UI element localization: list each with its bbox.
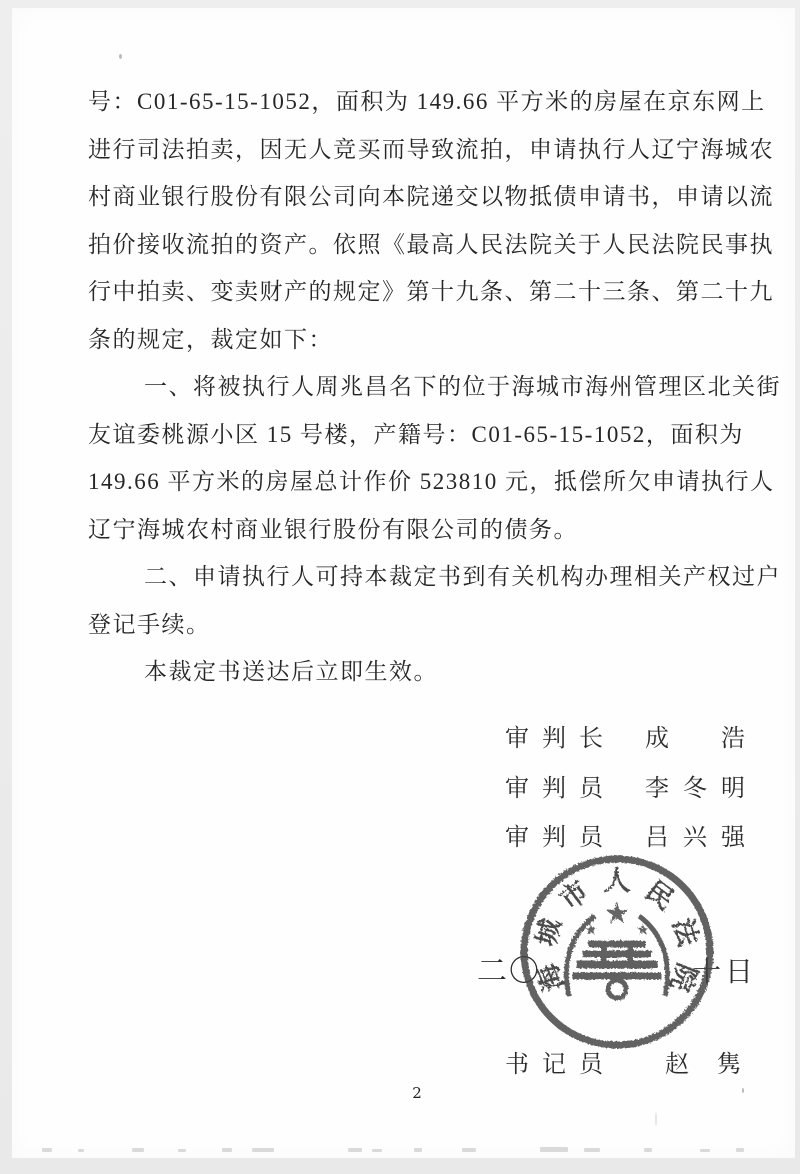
seal-character: 海 xyxy=(531,959,570,996)
body-text xyxy=(88,78,781,696)
text-line: 149.66 平方米的房屋总计作价 523810 元，抵偿所欠申请执行人 xyxy=(88,469,775,494)
name-character: 兴 xyxy=(683,825,707,851)
text-line: 村商业银行股份有限公司向本院递交以物抵债申请书，申请以流 xyxy=(88,184,774,209)
judge-role: 审判员 xyxy=(505,775,616,802)
seal-character: 城 xyxy=(530,915,567,950)
judge-role: 审判长 xyxy=(505,726,616,752)
judge-signature-row xyxy=(505,718,745,768)
date-line xyxy=(0,946,800,986)
text-line: 二、申请执行人可持本裁定书到有关机构办理相关产权过户 xyxy=(144,564,781,589)
page-number: 2 xyxy=(412,1084,422,1102)
name-character: 李 xyxy=(645,775,669,802)
text-line: 一、将被执行人周兆昌名下的位于海城市海州管理区北关街 xyxy=(144,374,781,399)
name-character: 浩 xyxy=(721,726,745,752)
judge-signature-row xyxy=(505,817,745,867)
text-line: 登记手续。 xyxy=(88,611,211,637)
name-character: 成 xyxy=(645,726,669,752)
text-line: 进行司法拍卖，因无人竞买而导致流拍，申请执行人辽宁海城农 xyxy=(88,136,774,162)
text-line: 条的规定，裁定如下： xyxy=(88,326,333,352)
date-visible-right: 十日 xyxy=(693,957,758,988)
clerk-name xyxy=(665,1044,741,1079)
svg-text:★: ★ xyxy=(605,899,629,928)
name-character: 吕 xyxy=(645,825,669,851)
text-line: 行中拍卖、变卖财产的规定》第十九条、第二十三条、第二十九 xyxy=(88,279,774,304)
judge-role: 审判员 xyxy=(505,825,616,851)
svg-text:★: ★ xyxy=(637,922,649,937)
text-line: 拍价接收流拍的资产。依照《最高人民法院关于人民法院民事执 xyxy=(88,231,774,257)
text-line: 辽宁海城农村商业银行股份有限公司的债务。 xyxy=(88,516,578,542)
seal-character: 法 xyxy=(667,915,704,950)
seal-character: 院 xyxy=(664,959,703,996)
name-character: 冬 xyxy=(683,775,707,802)
name-character: 赵 xyxy=(665,1052,689,1078)
judge-name xyxy=(645,768,745,803)
judge-name xyxy=(645,718,745,753)
judge-name xyxy=(645,817,745,852)
name-character: 隽 xyxy=(717,1052,741,1078)
seal-character: 市 xyxy=(554,875,595,916)
name-character: 明 xyxy=(721,775,745,802)
seal-character: 人 xyxy=(603,866,631,896)
text-line: 友谊委桃源小区 15 号楼，产籍号：C01-65-15-1052，面积为 xyxy=(88,421,744,447)
text-line: 号：C01-65-15-1052，面积为 149.66 平方米的房屋在京东网上 xyxy=(88,89,766,114)
signature-block xyxy=(505,718,745,867)
clerk-role: 书记员 xyxy=(505,1052,616,1078)
svg-text:★: ★ xyxy=(585,922,597,937)
date-visible-left: 二〇 xyxy=(477,955,541,988)
seal-character: 民 xyxy=(639,875,680,916)
judge-signature-row xyxy=(505,768,745,818)
clerk-signature-row xyxy=(505,1044,741,1079)
name-character: 强 xyxy=(721,825,745,851)
text-line: 本裁定书送达后立即生效。 xyxy=(144,659,438,684)
